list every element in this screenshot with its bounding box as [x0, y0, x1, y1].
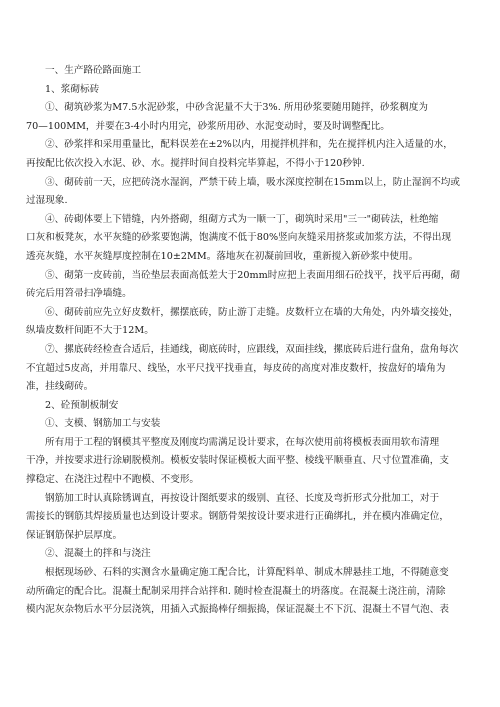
paragraph-line: 再按配比依次投入水泥、砂、水。搅拌时间自投料完毕算起，不得小于120秒钟. — [26, 157, 365, 169]
paragraph-line: ⑥、砌砖前应先立好皮数杆，摞摆底砖，防止游丁走缝。皮数杆立在墙的大角处，内外墙交接处， — [45, 306, 459, 318]
item-heading: ②、混凝土的拌和与浇注 — [45, 548, 151, 560]
paragraph-line: 动所确定的配合比。混凝土配制采用拌合站拌和. 随时检查混凝土的坍落度。在混凝土浇注前，清除 — [26, 585, 446, 597]
paragraph-line: ②、砂浆拌和采用重量比，配料误差在±2%以内，用搅拌机拌和，先在搅拌机内注入适量的水， — [45, 139, 453, 151]
paragraph-line: 撑稳定、在浇注过程中不跑模、不变形。 — [26, 474, 200, 486]
paragraph-line: ④、砖砌体要上下错缝，内外搭砌，组砌方式为一顺一丁，砌筑时采用"三一"砌砖法，杜绝缩 — [45, 213, 439, 225]
paragraph-line: 70—100MM，并要在3-4小时内用完，砂浆所用砂、水泥变动时，要及时调整配比。 — [26, 120, 390, 132]
paragraph-line: 干净，并按要求进行涂刷脱模剂。模板安装时保证模板大面平整、棱线平顺垂直、尺寸位置准确，支 — [26, 455, 450, 467]
paragraph-line: 砖完后用笤帚扫净墙缝。 — [26, 288, 132, 300]
paragraph-line: 纵墙皮数杆间距不大于12M。 — [26, 325, 154, 337]
paragraph-line: 根据现场砂、石料的实测含水量确定施工配合比，计算配料单、制成木牌悬挂工地，不得随意变 — [45, 567, 449, 579]
paragraph-line: 准，挂线砌砖。 — [26, 381, 94, 393]
paragraph-line: 保证钢筋保护层厚度。 — [26, 529, 123, 541]
section-heading: 一、生产路砼路面施工 — [45, 65, 142, 76]
paragraph-line: 口灰和板凳灰，水平灰缝的砂浆要饱满，饱满度不低于80%竖向灰缝采用挤浆或加浆方法，不得出现 — [26, 232, 452, 244]
paragraph-line: 需接长的钢筋其焊接质量也达到设计要求。钢筋骨架按设计要求进行正确绑扎，并在模内准确定位， — [26, 511, 450, 523]
subsection-heading: 1、浆砌标砖 — [45, 83, 100, 95]
paragraph-line: ⑤、砌第一皮砖前，当砼垫层表面高低差大于20mm时应把上表面用细石砼找平，找平后再砌，砌 — [45, 269, 461, 281]
paragraph-line: 过湿现象. — [26, 195, 68, 207]
subsection-heading: 2、砼预制板制安 — [45, 399, 119, 411]
paragraph-line: 所有用于工程的钢模其平整度及刚度均需满足设计要求，在每次使用前将模板表面用软布清理 — [45, 436, 440, 448]
item-heading: ①、支模、钢筋加工与安装 — [45, 418, 161, 430]
paragraph-line: ⑦、摞底砖经检查合适后，挂通线，砌底砖时，应跟线，双面挂线，摞底砖后进行盘角，盘角每次 — [45, 343, 459, 355]
paragraph-line: 透亮灰缝，水平灰缝厚度控制在10±2MM。落地灰在初凝前回收，重新搅入新砂浆中使用。 — [26, 250, 419, 262]
paragraph-line: ③、砌砖前一天，应把砖浇水湿润，严禁干砖上墙，吸水深度控制在15mm以上，防止湿润不均或 — [45, 176, 461, 188]
paragraph-line: ①、砌筑砂浆为M7.5水泥砂浆，中砂含泥量不大于3%. 所用砂浆要随用随拌，砂浆稠度为 — [45, 102, 429, 114]
paragraph-line: 钢筋加工时认真除锈调直，再按设计图纸要求的级别、直径、长度及弯折形式分批加工，对于 — [45, 492, 440, 504]
paragraph-line: 模内泥灰杂物后水平分层浇筑，用插入式振捣棒仔细振捣，保证混凝土不下沉、混凝土不冒气泡、表 — [26, 604, 450, 616]
paragraph-line: 不宜超过5皮高，并用靠尺、线坠，水平尺找平找垂直，每皮砖的高度对准皮数杆，按盘好的墙角为 — [26, 362, 446, 374]
